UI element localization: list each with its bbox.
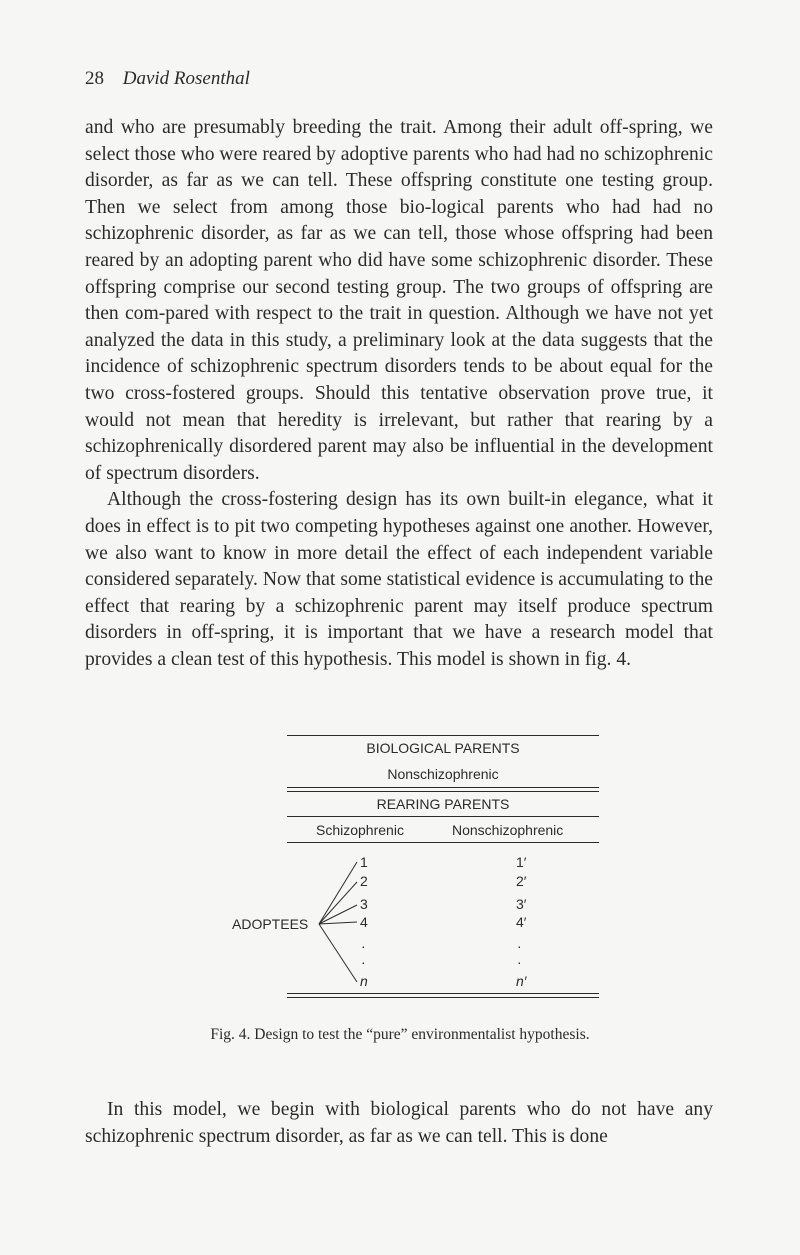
- bottom-rule-a: [287, 993, 599, 994]
- left-dot-2: ·: [361, 954, 366, 970]
- rearing-parents-heading: REARING PARENTS: [376, 796, 510, 812]
- paragraph-2: Although the cross-fostering design has its own built-in elegance, what it does in effect is to pit two competing hypotheses against one another. However, we also want to know in more detail the effect of each independent variable considered separately. Now that some statistical evidence is accumulating to the effect that rearing by a schizophrenic parent may itself produce spectrum disorders in off-spring, it is important that we have a research model that provides a clean test of this hypothesis. This model is shown in fig. 4.: [85, 489, 713, 670]
- right-item-n: n′: [516, 973, 527, 989]
- figure-4-diagram: [232, 730, 602, 1022]
- page-header: [85, 68, 250, 90]
- paragraph-1: and who are presumably breeding the trait. Among their adult off-spring, we select those who were reared by adoptive parents who had had no schizophrenic disorder, as far as we can tell. These offspring constitute one testing group. Then we select from among those bio-logical parents who had had no schizophrenic disorder, as far as we can tell, those whose offspring had been reared by an adopting parent who did have some schizophrenic disorder. These offspring comprise our second testing group. The two groups of offspring are then com-pared with respect to the trait in question. Although we have not yet analyzed the data in this study, a preliminary look at the data suggests that the incidence of schizophrenic spectrum disorders tends to be about equal for the two cross-fostered groups. Should this tentative observation prove true, it would not mean that heredity is irrelevant, but rather that rearing by a schizophrenically disordered parent may also be influential in the development of spectrum disorders.: [85, 117, 713, 484]
- rearing-nonschizophrenic-label: Nonschizophrenic: [452, 822, 564, 838]
- right-item-2: 2′: [516, 873, 527, 889]
- figure-caption: Fig. 4. Design to test the “pure” environmentalist hypothesis.: [210, 1026, 590, 1043]
- left-item-1: 1: [360, 854, 368, 870]
- right-item-4: 4′: [516, 914, 527, 930]
- bottom-rule-b: [287, 997, 599, 998]
- double-rule-upper-b: [287, 791, 599, 792]
- adoptees-bracket-lines: [307, 842, 367, 1042]
- left-item-4: 4: [360, 914, 368, 930]
- right-item-3: 3′: [516, 896, 527, 912]
- paragraph-3: In this model, we begin with biological parents who do not have any schizophrenic spectrum disorder, as far as we can tell. This is done: [85, 1099, 713, 1147]
- left-item-2: 2: [360, 873, 368, 889]
- right-dot-1: ·: [517, 938, 522, 954]
- body-text: [85, 115, 713, 673]
- left-item-3: 3: [360, 896, 368, 912]
- running-head-author: David Rosenthal: [122, 68, 250, 89]
- rearing-schizophrenic-label: Schizophrenic: [316, 822, 404, 838]
- biological-parents-subheading: Nonschizophrenic: [387, 766, 499, 782]
- left-dot-1: ·: [361, 938, 366, 954]
- top-rule: [287, 735, 599, 736]
- page-number: 28: [85, 68, 104, 89]
- double-rule-upper-a: [287, 787, 599, 788]
- biological-parents-heading: BIOLOGICAL PARENTS: [366, 740, 520, 756]
- body-text-continued: [85, 1097, 713, 1150]
- left-item-n: n: [360, 973, 368, 989]
- right-item-1: 1′: [516, 854, 527, 870]
- adoptees-label: ADOPTEES: [232, 916, 309, 932]
- rearing-rule: [287, 816, 599, 817]
- right-dot-2: ·: [517, 954, 522, 970]
